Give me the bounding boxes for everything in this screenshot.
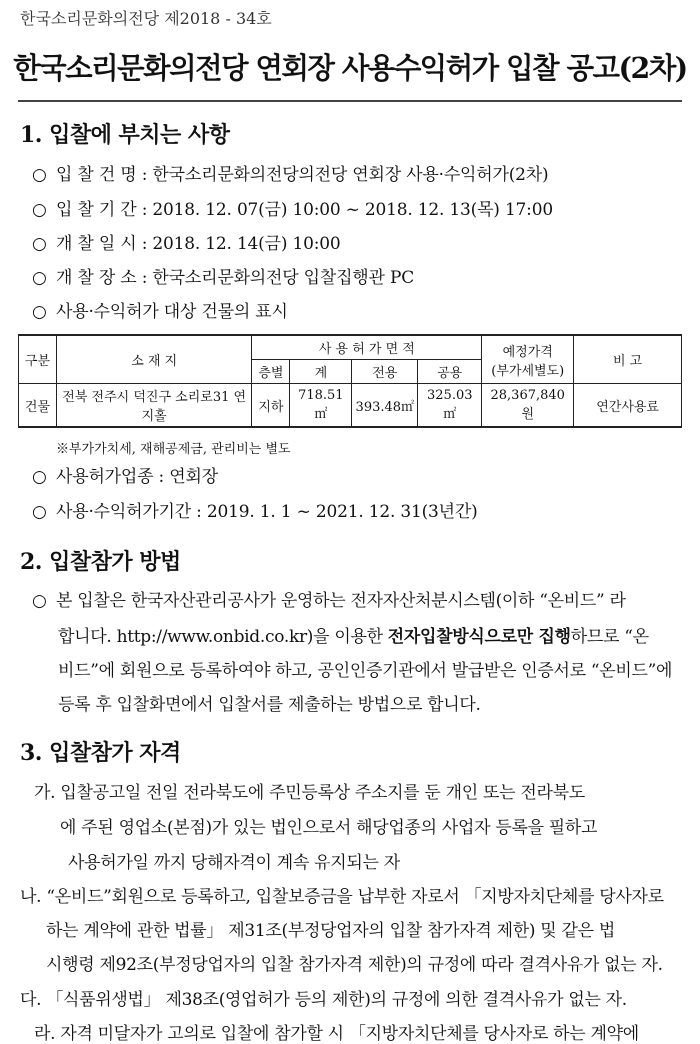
method-line-2-pre: 합니다. http://www.onbid.co.kr)을 이용한 [58, 627, 388, 647]
qualification-line: 가. 입찰공고일 전일 전라북도에 주민등록상 주소지를 둔 개인 또는 전라북도 [34, 783, 585, 803]
method-line-2 [58, 622, 649, 647]
page-title: 한국소리문화의전당 연회장 사용수익허가 입찰 공고(2차) [13, 51, 687, 85]
qualification-line: 다. 「식품위생법」 제38조(영업허가 등의 제한)의 규정에 의한 결격사유가 없는 자. [20, 990, 627, 1010]
bullet-item [32, 195, 553, 220]
qualification-line: 시행령 제92조(부정당업자의 입찰 참가자격 제한)의 규정에 따라 결격사유가 없는 자. [46, 955, 663, 975]
bullet-item [32, 160, 548, 185]
header-price-line2: (부가세별도) [491, 363, 565, 379]
bullet-marker: ○ [32, 502, 47, 522]
cell-type: 건물 [19, 384, 57, 428]
opening-place: 개 찰 장 소 : 한국소리문화의전당 입찰집행관 PC [56, 268, 414, 288]
bullet-marker: ○ [32, 165, 47, 185]
table-footnote: ※부가가치세, 재해공제금, 관리비는 별도 [56, 442, 291, 457]
bullet-item [32, 462, 218, 487]
title-divider [18, 100, 682, 102]
header-common: 공용 [418, 360, 482, 384]
business-type: 사용허가업종 : 연회장 [56, 467, 218, 487]
method-line-2-post: 하므로 “온 [570, 627, 649, 647]
bullet-item [32, 497, 478, 522]
header-type: 구분 [19, 335, 57, 384]
method-line-1 [32, 586, 626, 611]
header-floor: 층별 [252, 360, 290, 384]
cell-note: 연간사용료 [574, 384, 682, 428]
bullet-item [32, 263, 414, 288]
header-exclusive: 전용 [352, 360, 418, 384]
method-line-3: 비드”에 회원으로 등록하여야 하고, 공인인증기관에서 발급받은 인증서로 “온비드”에 [58, 661, 673, 681]
header-note: 비 고 [574, 335, 682, 384]
bullet-item [32, 229, 340, 254]
bullet-marker: ○ [32, 467, 47, 487]
building-table [18, 334, 682, 428]
section-2-heading: 2. 입찰참가 방법 [20, 549, 181, 575]
bullet-marker: ○ [32, 591, 47, 611]
cell-exclusive: 393.48㎡ [352, 384, 418, 428]
cell-price: 28,367,840원 [482, 384, 574, 428]
qualification-line: 에 주된 영업소(본점)가 있는 법인으로서 해당업종의 사업자 등록을 필하고 [60, 818, 598, 838]
bullet-marker: ○ [32, 234, 47, 254]
method-line-2-emphasis: 전자입찰방식으로만 집행 [387, 627, 571, 647]
bid-name: 입 찰 건 명 : 한국소리문화의전당의전당 연회장 사용·수익허가(2차) [56, 165, 549, 185]
header-price-line1: 예정가격 [502, 344, 553, 360]
header-price [482, 335, 574, 384]
header-total: 계 [290, 360, 352, 384]
cell-location: 전북 전주시 덕진구 소리로31 연지홀 [56, 384, 251, 428]
permit-period: 사용·수익허가기간 : 2019. 1. 1 ~ 2021. 12. 31(3년간) [56, 502, 478, 522]
bid-period: 입 찰 기 간 : 2018. 12. 07(금) 10:00 ~ 2018. 12. 13(목) 17:00 [56, 200, 553, 220]
building-display-label: 사용·수익허가 대상 건물의 표시 [56, 302, 288, 322]
method-line-4: 등록 후 입찰화면에서 입찰서를 제출하는 방법으로 합니다. [58, 695, 481, 715]
table-row [19, 384, 682, 428]
qualification-line: 사용허가일 까지 당해자격이 계속 유지되는 자 [68, 853, 400, 873]
qualification-line: 라. 자격 미달자가 고의로 입찰에 참가할 시 「지방자치단체를 당사자로 하는 계약에 [34, 1024, 639, 1044]
document-number: 한국소리문화의전당 제2018 - 34호 [20, 9, 272, 28]
section-1-heading: 1. 입찰에 부치는 사항 [20, 122, 230, 148]
qualification-line: 나. “온비드”회원으로 등록하고, 입찰보증금을 납부한 자로서 「지방자치단체를 당사자로 [20, 887, 664, 907]
header-area-group: 사 용 허 가 면 적 [252, 335, 482, 360]
cell-total: 718.51㎡ [290, 384, 352, 428]
cell-common: 325.03㎡ [418, 384, 482, 428]
bullet-item [32, 297, 288, 322]
section-3-heading: 3. 입찰참가 자격 [20, 740, 181, 766]
bullet-marker: ○ [32, 302, 47, 322]
bullet-marker: ○ [32, 200, 47, 220]
bullet-marker: ○ [32, 268, 47, 288]
qualification-line: 하는 계약에 관한 법률」 제31조(부정당업자의 입찰 참가자격 제한) 및 같은 법 [46, 921, 615, 941]
method-line-1-text: 본 입찰은 한국자산관리공사가 운영하는 전자자산처분시스템(이하 “온비드” 라 [56, 591, 626, 611]
header-location: 소 재 지 [56, 335, 251, 384]
opening-datetime: 개 찰 일 시 : 2018. 12. 14(금) 10:00 [56, 234, 341, 254]
cell-floor: 지하 [252, 384, 290, 428]
